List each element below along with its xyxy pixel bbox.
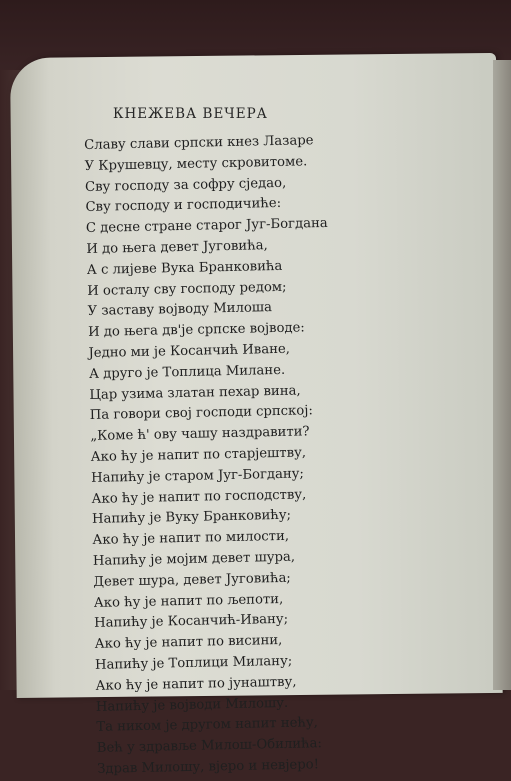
poem-line: И до њега дв'је српске војводе: (87, 320, 305, 341)
poem-line: Сву господу и господичиће: (85, 196, 282, 216)
poem-line: С десне стране старог Југ-Богдана (85, 216, 328, 237)
poem-line: Ако ћу је напит по јунаштву, (95, 674, 297, 694)
poem-line: Та ником је другом напит нећу, (96, 715, 319, 736)
poem-line: Већ у здравље Милош-Обилића: (96, 736, 323, 756)
poem-line: Напићу је Вуку Бранковићу; (91, 508, 292, 528)
poem-line: Здрав Милошу, вјеро и невјеро! (97, 757, 320, 777)
poem-line: А с лијеве Вука Бранковића (86, 258, 283, 278)
poem-line: Девет шура, девет Југовића; (93, 570, 291, 590)
poem-body (84, 127, 507, 780)
poem-line: „Коме ћ' ову чашу наздравити? (90, 424, 310, 445)
poem-line: Напићу је старом Југ-Богдану; (91, 466, 305, 486)
poem-line: У заставу војводу Милоша (87, 300, 273, 320)
poem-line: А друго је Топлица Милане. (88, 362, 286, 382)
poem-line: У Крушевцу, месту скровитоме. (84, 154, 308, 174)
poem-line: Ако ћу је напит по господству, (91, 486, 307, 507)
poem-line: Ако ћу је напит по љепоти, (93, 591, 284, 611)
poem-line: Напићу је мојим девет шура, (92, 549, 296, 569)
poem-line: Па говори свој господи српској: (89, 403, 313, 424)
poem-line: Сву господу за софру сједао, (84, 175, 287, 195)
poem-line: Напићу је војводи Милошу. (95, 695, 289, 715)
poem-title: КНЕЖЕВА ВЕЧЕРА (113, 106, 268, 122)
poem-line: Ако ћу је напит по висини, (94, 633, 283, 653)
poem-line: И осталу сву господу редом; (87, 279, 287, 299)
poem-line: И до њега девет Југовића, (86, 238, 268, 257)
poem-line: Цар узима златан пехар вина, (89, 383, 301, 403)
poem-line: Ако ћу је напит по милости, (92, 528, 290, 549)
poem-line: Једно ми је Косанчић Иване, (88, 341, 291, 361)
poem-line: Напићу је Топлици Милану; (94, 653, 293, 673)
poem-line: Славу слави српски кнез Лазаре (84, 133, 314, 153)
poem-line: Напићу је Косанчић-Ивану; (94, 612, 289, 632)
poem-line: Ако ћу је напит по старјештву, (90, 445, 307, 465)
